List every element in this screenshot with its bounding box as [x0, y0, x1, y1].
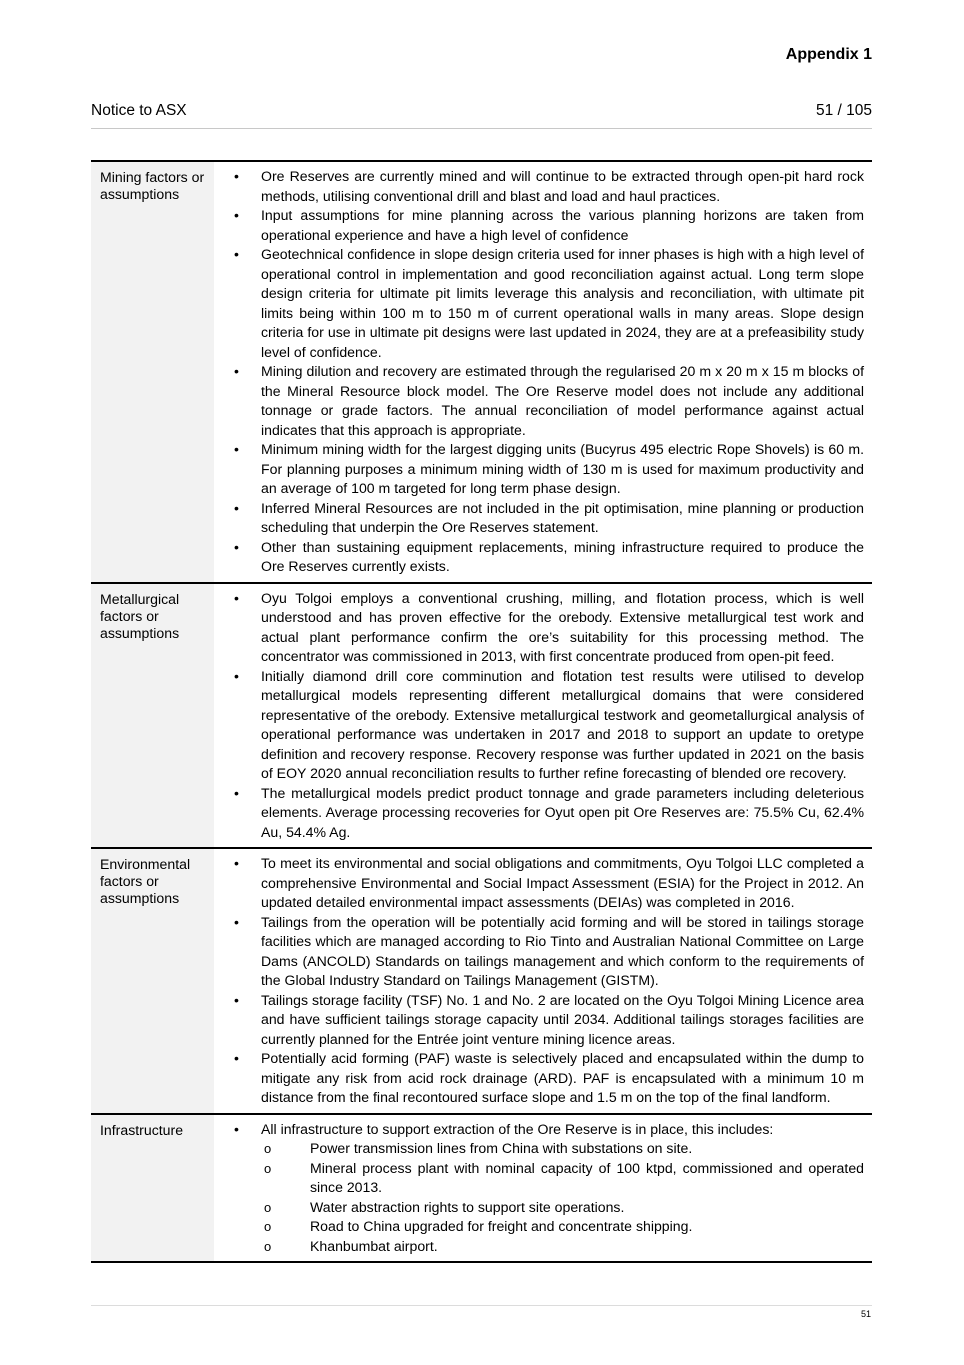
ore-reserve-criteria-table: [91, 160, 872, 1263]
bullet-item: • To meet its environmental and social obligations and commitments, Oyu Tolgoi LLC completed a comprehensive Environmental and Social Impact Assessment (ESIA) for the Project in 2012. An updated detailed environmental impact assessments (DEIAs) was completed in 2016.: [231, 854, 864, 913]
row-label: Environmental factors or assumptions: [91, 849, 214, 1113]
table-row: [91, 584, 872, 850]
sub-bullet-item: o Power transmission lines from China with substations on site.: [231, 1139, 864, 1159]
table-row: [91, 849, 872, 1115]
row-content: [214, 1115, 872, 1262]
bullet-item: [231, 1120, 864, 1257]
bullet-item: • Tailings storage facility (TSF) No. 1 and No. 2 are located on the Oyu Tolgoi Mining Licence area and have sufficient tailings storage capacity until 2034. Additional tailings storages facilities are currently planned for the Entrée joint venture mining licence areas.: [231, 991, 864, 1050]
bullet-item: • Initially diamond drill core comminution and flotation test results were utilised to develop metallurgical models representing different metallurgical domains that were considered representative of the orebody. Extensive metallurgical testwork and geometallurgical analysis of operational performance was undertaken in 2017 and 2018 to support an update to oretype definition and recovery response. Recovery response was further updated in 2021 on the basis of EOY 2020 annual reconciliation results to further refine forecasting of blended ore recovery.: [231, 667, 864, 784]
row-content: [214, 584, 872, 848]
appendix-title: Appendix 1: [785, 46, 872, 63]
bullet-item: • The metallurgical models predict product tonnage and grade parameters including deleterious elements. Average processing recoveries for Oyut open pit Ore Reserves are: 75.5% Cu, 62.4% Au, 54.4% Ag.: [231, 784, 864, 843]
bullet-item: • Other than sustaining equipment replacements, mining infrastructure required to produce the Ore Reserves currently exists.: [231, 538, 864, 577]
bullet-item: • Potentially acid forming (PAF) waste is selectively placed and encapsulated within the dump to mitigate any risk from acid rock drainage (ARD). PAF is encapsulated with a minimum 10 m distance from the final recontoured surface slope and 1.5 m on the top of the final landform.: [231, 1049, 864, 1108]
bullet-item: • Geotechnical confidence in slope design criteria used for inner phases is high with a high level of operational control in implementation and good reconciliation against actual. Long term slope design criteria for ultimate pit limits leverage this analysis and reconciliation, with ultimate pit limits being within 100 m to 150 m of current operational walls in many areas. Slope design criteria for use in ultimate pit designs were last updated in 2024, they are at a prefeasibility study level of confidence.: [231, 245, 864, 362]
bullet-item: • Mining dilution and recovery are estimated through the regularised 20 m x 20 m x 15 m blocks of the Mineral Resource block model. The Ore Reserve model does not include any additional tonnage or grade factors. The annual reconciliation of model performance against actual indicates that this approach is appropriate.: [231, 362, 864, 440]
notice-label: Notice to ASX: [91, 102, 187, 119]
bullet-item: • Oyu Tolgoi employs a conventional crushing, milling, and flotation process, which is well understood and has proven effective for the orebody. Extensive metallurgical test work and actual plant performance confirm the ore’s suitability for this processing method. The concentrator was commissioned in 2013, with first concentrate produced from open-pit feed.: [231, 589, 864, 667]
row-label: Infrastructure: [91, 1115, 214, 1262]
footer-divider: [91, 1305, 872, 1306]
header-divider: [91, 128, 872, 129]
page-header: [91, 102, 872, 122]
table-row: [91, 162, 872, 584]
bullet-item: • Minimum mining width for the largest digging units (Bucyrus 495 electric Rope Shovels) is 60 m. For planning purposes a minimum mining width of 130 m is used for maximum productivity and an average of 100 m targeted for long term phase design.: [231, 440, 864, 499]
bullet-item: • Inferred Mineral Resources are not included in the pit optimisation, mine planning or production scheduling that underpin the Ore Reserves statement.: [231, 499, 864, 538]
bullet-item: • Tailings from the operation will be potentially acid forming and will be stored in tailings storage facilities which are managed according to Rio Tinto and Australian National Committee on Large Dams (ANCOLD) Standards on tailings management and which conform to the requirements of the Global Industry Standard on Tailings Management (GISTM).: [231, 913, 864, 991]
row-content: [214, 849, 872, 1113]
sub-bullet-item: o Khanbumbat airport.: [231, 1237, 864, 1257]
bullet-text: All infrastructure to support extraction of the Ore Reserve is in place, this includes:: [261, 1120, 774, 1137]
page-of-label: 51 / 105: [815, 102, 872, 119]
sub-bullet-item: o Water abstraction rights to support site operations.: [231, 1198, 864, 1218]
row-label: Metallurgical factors or assumptions: [91, 584, 214, 848]
table-row: [91, 1115, 872, 1262]
bullet-item: • Input assumptions for mine planning across the various planning horizons are taken from operational experience and have a high level of confidence: [231, 206, 864, 245]
bullet-item: • Ore Reserves are currently mined and will continue to be extracted through open-pit hard rock methods, utilising conventional drill and blast and load and haul practices.: [231, 167, 864, 206]
sub-bullet-item: o Mineral process plant with nominal capacity of 100 ktpd, commissioned and operated since 2013.: [231, 1159, 864, 1198]
footer-page-number: 51: [860, 1309, 871, 1319]
row-label: Mining factors or assumptions: [91, 162, 214, 582]
sub-bullet-item: o Road to China upgraded for freight and concentrate shipping.: [231, 1217, 864, 1237]
row-content: [214, 162, 872, 582]
